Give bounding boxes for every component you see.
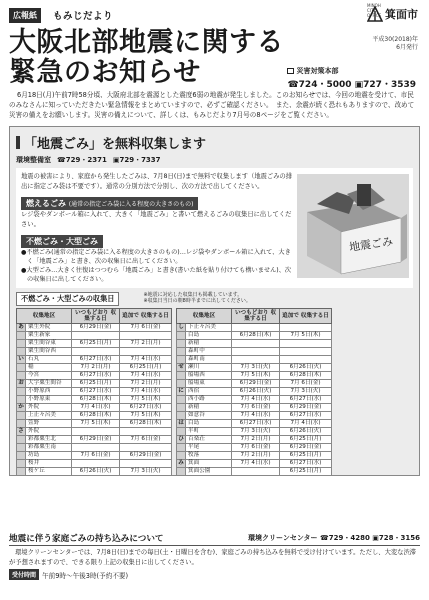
regular-date: 6月25日(月): [72, 340, 120, 348]
garbage-dept-contact: [16, 155, 413, 165]
area-group-label: に: [178, 388, 184, 395]
area-group-label: は: [178, 420, 184, 427]
col-header-additional: 追加で 収集する日: [280, 309, 332, 324]
oversize-bullet: ●大型ごみ…大きく往復はつつむら「地震ごみ」と書き(書いた紙を貼り付けても構いません)、次の収集日に出してください。: [21, 267, 292, 283]
area-name: 西宿: [186, 388, 232, 396]
additional-date: 7月 5日(木): [120, 396, 172, 404]
area-name: 外院: [26, 428, 72, 436]
table-row: [17, 356, 172, 364]
area-name: 石丸: [26, 356, 72, 364]
area-name: 森町南: [186, 356, 232, 364]
regular-date: [232, 324, 280, 332]
area-name: 箕面公園: [186, 468, 232, 476]
regular-date: 6月27日(水): [72, 356, 120, 364]
reception-hours: [9, 569, 420, 580]
table-row: [177, 364, 332, 372]
table-row: [177, 348, 332, 356]
table-row: [17, 380, 172, 388]
regular-date: [232, 356, 280, 364]
fax-icon: ▣: [372, 534, 379, 542]
earthquake-garbage-section: [9, 126, 420, 476]
additional-date: [280, 324, 332, 332]
col-header-additional: 追加で 収集する日: [120, 309, 172, 324]
disaster-hq-name: 災害対策本部: [296, 67, 339, 75]
additional-date: 6月25日(月): [280, 468, 332, 476]
area-name: 新稲: [186, 340, 232, 348]
area-group-label: [17, 444, 26, 452]
additional-date: 7月 6日(金): [120, 436, 172, 444]
clean-center-section: [9, 532, 420, 580]
schedule-note-1: ※地震に対応した収集日も掲載しています。: [143, 292, 243, 298]
title-block: [9, 28, 420, 88]
area-name: 今宮: [26, 372, 72, 380]
burnable-note: (通常の指定ごみ袋に入る程度の大きさのもの): [68, 201, 194, 208]
regular-date: 6月28日(木): [232, 332, 280, 340]
area-group-label: [17, 420, 26, 428]
area-group-label: [17, 468, 26, 476]
clean-center-contact: [248, 533, 420, 543]
disaster-hq-contact: [287, 66, 416, 90]
additional-date: 6月27日(水): [280, 412, 332, 420]
area-name: 桜井: [26, 460, 72, 468]
garbage-dept-phone: ☎729・2371: [57, 156, 107, 164]
area-name: 百楽荘: [186, 436, 232, 444]
additional-date: [120, 428, 172, 436]
fax-icon: ▣: [354, 80, 364, 90]
table-row: [177, 436, 332, 444]
photo-box-label: 地震ごみ: [348, 234, 394, 254]
hours-text: 午前9時〜午後3時(予約不要): [42, 571, 129, 580]
regular-date: 7月 4日(水): [232, 460, 280, 468]
office-icon: [287, 68, 294, 74]
regular-date: 7月 4日(水): [72, 404, 120, 412]
garbage-instructions: [16, 168, 413, 288]
area-group-label: み: [178, 460, 184, 467]
regular-date: 6月29日(金): [72, 324, 120, 332]
additional-date: [120, 444, 172, 452]
area-group-label: さ: [18, 428, 24, 435]
area-group-label: [17, 340, 26, 348]
area-name: 稲: [26, 364, 72, 372]
regular-date: 7月 3日(火): [232, 364, 280, 372]
regular-date: 7月 6日(金): [232, 444, 280, 452]
regular-date: 7月 5日(木): [72, 420, 120, 428]
table-row: [17, 420, 172, 428]
garbage-dept-fax: 729・7337: [119, 156, 161, 164]
area-name: 粟生外院: [26, 324, 72, 332]
regular-date: 7月 6日(金): [72, 452, 120, 460]
area-group-label: せ: [178, 364, 184, 371]
regular-date: 6月28日(木): [72, 396, 120, 404]
additional-date: 6月27日(水): [280, 396, 332, 404]
col-header-area: 収集地区: [177, 309, 232, 324]
area-name: 瀬川: [186, 364, 232, 372]
table-row: [177, 388, 332, 396]
additional-date: 6月29日(金): [280, 444, 332, 452]
schedule-caption: 不燃ごみ・大型ごみの収集日: [16, 292, 119, 306]
additional-date: [120, 332, 172, 340]
area-name: 粟生間谷西: [26, 348, 72, 356]
area-group-label: [177, 404, 186, 412]
table-row: [17, 348, 172, 356]
table-row: [177, 332, 332, 340]
clean-center-phone: ☎729・4280: [320, 534, 370, 542]
area-group-label: [17, 348, 26, 356]
table-row: [17, 444, 172, 452]
area-group-label: [17, 412, 26, 420]
regular-date: 7月 4日(水): [232, 396, 280, 404]
table-row: [17, 396, 172, 404]
area-name: 小野原東: [26, 396, 72, 404]
disaster-hq-phone: ☎724・5000: [287, 80, 352, 90]
area-name: 西小路: [186, 396, 232, 404]
additional-date: 6月25日(月): [120, 364, 172, 372]
area-group-label: [17, 372, 26, 380]
schedule-note-2: ※収集日当日の朝8時半までに出してください。: [143, 298, 251, 305]
clean-center-name: 環境クリーンセンター: [247, 534, 318, 542]
additional-date: 6月25日(月): [280, 436, 332, 444]
additional-date: 6月28日(木): [280, 372, 332, 380]
additional-date: 7月 2日(月): [120, 380, 172, 388]
area-group-label: [17, 460, 26, 468]
additional-date: 6月29日(金): [280, 404, 332, 412]
schedule-table-right: [176, 308, 332, 476]
additional-date: 7月 5日(木): [120, 412, 172, 420]
regular-date: 7月 5日(木): [232, 372, 280, 380]
table-row: [17, 436, 172, 444]
intro-paragraph: 6月18日(月)午前7時58分頃、大阪府北部を震源とした震度6弱の地震が発生しました。このお知らせでは、今回の地震を受けて、市民のみなさんに知っていただきたい緊急情報をまとめていますので、必ずご確認ください。 また、余震が続く恐れもありますので、改めて災害の備えをお願いします。災害の備えについて、詳しくは、もみじだより7月号の8ページをご覧ください。: [9, 91, 415, 119]
table-row: [17, 388, 172, 396]
regular-date: [232, 348, 280, 356]
issue-date-month: 6月発行: [396, 44, 418, 51]
area-group-label: ひ: [178, 436, 184, 443]
regular-date: [72, 428, 120, 436]
page-title-line1: 大阪北部地震に関する: [9, 27, 284, 58]
clean-center-fax: 728・3156: [378, 534, 420, 542]
area-group-label: [177, 340, 186, 348]
regular-date: 7月 2日(月): [232, 452, 280, 460]
table-row: [17, 452, 172, 460]
city-name: 箕面市: [385, 8, 418, 21]
area-name: 大字粟生間谷: [26, 380, 72, 388]
additional-date: 7月 3日(火): [280, 388, 332, 396]
table-row: [17, 412, 172, 420]
area-name: 外院: [26, 404, 72, 412]
additional-date: [120, 348, 172, 356]
area-name: 牧落: [186, 452, 232, 460]
table-row: [177, 356, 332, 364]
table-row: [177, 324, 332, 332]
additional-date: 6月26日(火): [280, 364, 332, 372]
disaster-hq-fax: 727・3539: [363, 80, 416, 90]
table-row: [177, 412, 332, 420]
table-row: [177, 428, 332, 436]
additional-date: 7月 6日(金): [280, 380, 332, 388]
additional-date: 6月26日(火): [280, 428, 332, 436]
additional-date: 6月25日(月): [280, 452, 332, 460]
table-row: [177, 460, 332, 468]
regular-date: [72, 444, 120, 452]
section-marker: [16, 136, 20, 149]
city-sub-label: MINOH CITY OFFICE: [367, 3, 382, 18]
table-row: [17, 428, 172, 436]
garbage-intro-paragraph: 地震の被害により、家庭から発生したごみは、7月8日(日)まで無料で収集します（地震ごみの排出に指定ごみ袋は不要です）。通常の分別方法で分別し、次の方法で出してください。: [21, 173, 293, 190]
regular-date: 6月25日(月): [72, 380, 120, 388]
additional-date: 7月 5日(木): [280, 332, 332, 340]
area-name: 粟生間谷東: [26, 340, 72, 348]
masthead: [9, 3, 420, 26]
newsletter-badge: 広報紙: [9, 8, 41, 23]
regular-date: [72, 332, 120, 340]
area-group-label: [177, 444, 186, 452]
table-row: [177, 404, 332, 412]
area-group-label: し: [178, 324, 184, 331]
area-group-label: [177, 396, 186, 404]
area-name: 新稲: [186, 404, 232, 412]
additional-date: 7月 2日(月): [120, 340, 172, 348]
additional-date: 6月27日(水): [280, 460, 332, 468]
regular-date: 6月28日(木): [72, 412, 120, 420]
area-name: 上止々呂美: [26, 412, 72, 420]
additional-date: 7月 6日(金): [120, 324, 172, 332]
city-brand: [367, 3, 418, 22]
area-name: 彩都粟生南: [26, 444, 72, 452]
area-group-label: [177, 468, 186, 476]
area-name: 小野原西: [26, 388, 72, 396]
additional-date: 7月 4日(水): [120, 388, 172, 396]
additional-date: [280, 340, 332, 348]
area-group-label: [17, 364, 26, 372]
area-name: 桜ケ丘: [26, 468, 72, 476]
area-name: 彩都粟生北: [26, 436, 72, 444]
area-name: 半町: [186, 428, 232, 436]
additional-date: 6月27日(水): [120, 404, 172, 412]
schedule-table-left: [16, 308, 172, 476]
additional-date: 7月 4日(水): [280, 420, 332, 428]
regular-date: 6月29日(金): [232, 380, 280, 388]
table-row: [177, 340, 332, 348]
area-group-label: い: [18, 356, 24, 363]
nonburnable-bullet: ●不燃ごみ(通常の指定ごみ袋に入る程度の大きさのもの)…レジ袋やダンボール箱に入れて、大きく「地震ごみ」と書き、次の収集日に出してください。: [21, 249, 291, 265]
area-group-label: [177, 332, 186, 340]
table-row: [17, 324, 172, 332]
area-name: 坊島: [26, 452, 72, 460]
area-group-label: [177, 452, 186, 460]
area-group-label: あ: [18, 324, 24, 331]
additional-date: 6月29日(金): [120, 452, 172, 460]
area-group-label: [177, 412, 186, 420]
area-name: 下止々呂美: [186, 324, 232, 332]
garbage-section-title: 「地震ごみ」を無料収集します: [24, 137, 207, 152]
table-row: [177, 444, 332, 452]
issue-date-year: 平成30(2018)年: [372, 36, 418, 43]
area-group-label: [177, 372, 186, 380]
clean-center-paragraph: 環境クリーンセンターでは、7月8日(日)までの毎日(土・日曜日を含む)、家庭ごみの持ち込みを無料で受け付けています。ただし、大変な渋滞が予想されますので、できる限り上記の収集日に出してください。: [9, 549, 417, 566]
regular-date: 7月 3日(火): [232, 428, 280, 436]
additional-date: 7月 3日(火): [120, 468, 172, 476]
area-group-label: [177, 356, 186, 364]
city-logo-icon: [367, 6, 383, 22]
table-row: [177, 396, 332, 404]
area-group-label: お: [18, 380, 24, 387]
garbage-box-photo: [297, 174, 409, 278]
table-row: [17, 468, 172, 476]
area-name: 白島: [186, 420, 232, 428]
regular-date: 7月 2日(月): [232, 436, 280, 444]
regular-date: [72, 348, 120, 356]
additional-date: [280, 348, 332, 356]
col-header-regular: いつもどおり 収集する日: [232, 309, 280, 324]
area-name: 粟生新家: [26, 332, 72, 340]
area-group-label: [17, 332, 26, 340]
regular-date: 6月29日(金): [72, 436, 120, 444]
area-name: 萱野: [26, 420, 72, 428]
hours-label: 受付時間: [9, 569, 39, 580]
area-group-label: [17, 388, 26, 396]
table-row: [17, 460, 172, 468]
additional-date: 6月28日(木): [120, 420, 172, 428]
regular-date: 6月26日(火): [232, 388, 280, 396]
garbage-dept-name: 環境整備室: [16, 156, 51, 164]
nonburnable-heading: 不燃ごみ・大型ごみ: [21, 235, 103, 248]
area-name: 森町中: [186, 348, 232, 356]
area-group-label: か: [18, 404, 24, 411]
burnable-text: レジ袋やダンボール箱に入れて、大きく「地震ごみ」と書いて燃えるごみの収集日に出してください。: [21, 211, 292, 228]
regular-date: 6月27日(水): [72, 388, 120, 396]
burnable-heading: 燃えるごみ (通常の指定ごみ袋に入る程度の大きさのもの): [21, 197, 198, 210]
newsletter-series-name: もみじだより: [53, 11, 114, 22]
table-row: [177, 452, 332, 460]
table-row: [17, 340, 172, 348]
area-name: 平尾: [186, 444, 232, 452]
fax-icon: ▣: [112, 156, 120, 164]
area-group-label: [17, 452, 26, 460]
regular-date: 7月 6日(金): [232, 404, 280, 412]
area-name: 箕面: [186, 460, 232, 468]
regular-date: 6月26日(火): [72, 468, 120, 476]
regular-date: 6月27日(水): [72, 372, 120, 380]
table-row: [17, 332, 172, 340]
clean-center-title: 地震に伴う家庭ごみの持ち込みについて: [9, 534, 164, 544]
regular-date: 7月 2日(月): [72, 364, 120, 372]
area-group-label: [177, 380, 186, 388]
table-row: [17, 404, 172, 412]
additional-date: [280, 356, 332, 364]
regular-date: [232, 340, 280, 348]
page-title-line2: 緊急のお知らせ: [9, 57, 201, 88]
regular-date: 6月27日(水): [232, 420, 280, 428]
area-name: 如意谷: [186, 412, 232, 420]
area-group-label: [17, 436, 26, 444]
regular-date: 7月 4日(水): [232, 412, 280, 420]
col-header-regular: いつもどおり 収集する日: [72, 309, 120, 324]
area-name: 船場西: [186, 372, 232, 380]
table-row: [17, 372, 172, 380]
regular-date: [232, 468, 280, 476]
col-header-area: 収集地区: [17, 309, 72, 324]
additional-date: 7月 4日(水): [120, 372, 172, 380]
table-row: [177, 380, 332, 388]
table-row: [177, 420, 332, 428]
table-row: [177, 372, 332, 380]
table-row: [17, 364, 172, 372]
table-row: [177, 468, 332, 476]
area-name: 船場東: [186, 380, 232, 388]
area-group-label: [177, 428, 186, 436]
area-name: 白島: [186, 332, 232, 340]
additional-date: [120, 460, 172, 468]
collection-schedule: [16, 292, 413, 476]
area-group-label: [177, 348, 186, 356]
additional-date: 7月 4日(水): [120, 356, 172, 364]
area-group-label: [17, 396, 26, 404]
issue-date: [372, 36, 418, 52]
regular-date: [72, 460, 120, 468]
